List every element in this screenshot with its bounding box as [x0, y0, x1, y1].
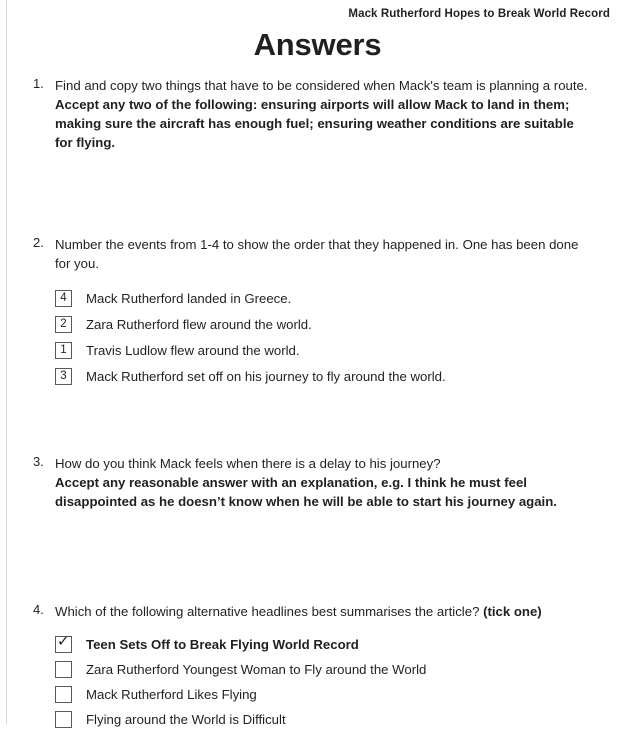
- question-item-4: [0, 602, 635, 733]
- question-number: 1.: [33, 76, 44, 91]
- list-item: [55, 364, 595, 388]
- order-item-label: Travis Ludlow flew around the world.: [86, 342, 300, 358]
- multiple-choice-list: [55, 633, 595, 731]
- order-number-box[interactable]: 4: [55, 290, 72, 307]
- question-answer: Accept any reasonable answer with an explanation, e.g. I think he must feel disappointed as he doesn’t know when he will be able to start his journey again.: [55, 475, 557, 510]
- list-item: [55, 633, 595, 656]
- order-number-box[interactable]: 3: [55, 368, 72, 385]
- question-item-3: [0, 454, 635, 511]
- ordering-answer-list: [55, 286, 595, 388]
- list-item: [55, 286, 595, 310]
- question-prompt: Find and copy two things that have to be considered when Mack's team is planning a route.: [55, 78, 588, 93]
- checkbox[interactable]: [55, 686, 72, 703]
- list-item: [55, 683, 595, 706]
- question-item-1: [0, 76, 635, 153]
- question-prompt: Number the events from 1-4 to show the order that they happened in. One has been done for you.: [55, 237, 579, 272]
- question-prompt: How do you think Mack feels when there is a delay to his journey?: [55, 456, 441, 471]
- question-prompt-instruction: (tick one): [483, 604, 542, 619]
- order-item-label: Zara Rutherford flew around the world.: [86, 316, 312, 332]
- question-prompt: [55, 602, 595, 621]
- check-icon: ✓: [57, 633, 70, 651]
- option-label: Zara Rutherford Youngest Woman to Fly around the World: [86, 662, 427, 678]
- order-item-label: Mack Rutherford landed in Greece.: [86, 290, 292, 306]
- list-item: [55, 708, 595, 731]
- checkbox[interactable]: [55, 711, 72, 728]
- question-answer: Accept any two of the following: ensuring airports will allow Mack to land in them; making sure the aircraft has enough fuel; ensuring weather conditions are suitable for flying.: [55, 97, 574, 151]
- order-number-box[interactable]: 2: [55, 316, 72, 333]
- checkbox[interactable]: [55, 661, 72, 678]
- question-item-2: [0, 235, 635, 390]
- list-item: [55, 338, 595, 362]
- list-item: [55, 312, 595, 336]
- running-header: Mack Rutherford Hopes to Break World Record: [348, 8, 610, 20]
- page-title: Answers: [253, 27, 382, 62]
- option-label: Flying around the World is Difficult: [86, 712, 286, 728]
- question-number: 2.: [33, 235, 44, 250]
- question-prompt-text: Which of the following alternative headlines best summarises the article?: [55, 604, 484, 619]
- checkbox[interactable]: [55, 633, 72, 653]
- question-number: 3.: [33, 454, 44, 469]
- option-label: Teen Sets Off to Break Flying World Record: [86, 637, 359, 653]
- order-item-label: Mack Rutherford set off on his journey to fly around the world.: [86, 368, 446, 384]
- question-number: 4.: [33, 602, 44, 617]
- order-number-box[interactable]: 1: [55, 342, 72, 359]
- option-label: Mack Rutherford Likes Flying: [86, 687, 257, 703]
- list-item: [55, 658, 595, 681]
